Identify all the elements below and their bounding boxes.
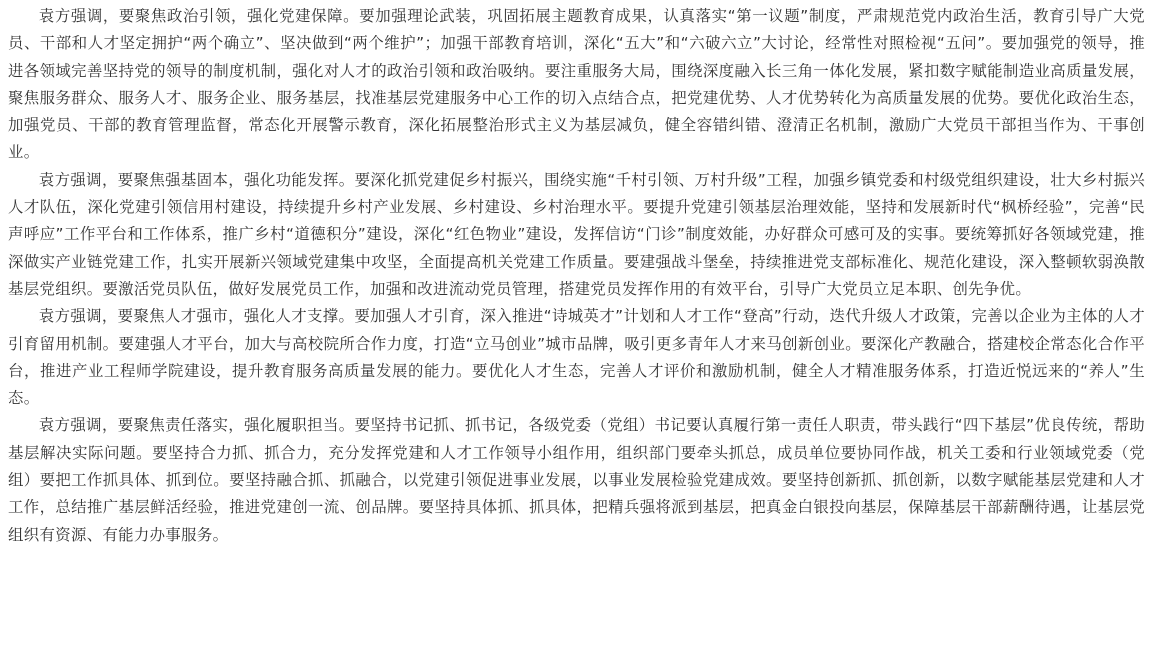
paragraph-political-guidance: 袁方强调，要聚焦政治引领，强化党建保障。要加强理论武装，巩固拓展主题教育成果，认真落实“第一议题”制度，严肃规范党内政治生活，教育引导广大党员、干部和人才坚定拥护“两个确立”、坚决做到“两个维护”；加强干部教育培训，深化“五大”和“六破六立”大讨论，经常性对照检视“五问”。要加强党的领导，推进各领域完善坚持党的领导的制度机制，强化对人才的政治引领和政治吸纳。要注重服务大局，围绕深度融入长三角一体化发展，紧扣数字赋能制造业高质量发展，聚焦服务群众、服务人才、服务企业、服务基层，找准基层党建服务中心工作的切入点结合点，把党建优势、人才优势转化为高质量发展的优势。要优化政治生态，加强党员、干部的教育管理监督，常态化开展警示教育，深化拓展整治形式主义为基层减负，健全容错纠错、澄清正名机制，激励广大党员干部担当作为、干事创业。 xyxy=(8,7,1145,162)
paragraph-talent-city: 袁方强调，要聚焦人才强市，强化人才支撑。要加强人才引育，深入推进“诗城英才”计划和人才工作“登高”行动，迭代升级人才政策，完善以企业为主体的人才引育留用机制。要建强人才平台，加大与高校院所合作力度，打造“立马创业”城市品牌，吸引更多青年人才来马创新创业。要深化产教融合，搭建校企常态化合作平台，推进产业工程师学院建设，提升教育服务高质量发展的能力。要优化人才生态，完善人才评价和激励机制，健全人才精准服务体系，打造近悦远来的“养人”生态。 xyxy=(8,307,1145,408)
paragraph-responsibility: 袁方强调，要聚焦责任落实，强化履职担当。要坚持书记抓、抓书记，各级党委（党组）书记要认真履行第一责任人职责，带头践行“四下基层”优良传统，帮助基层解决实际问题。要坚持合力抓、抓合力，充分发挥党建和人才工作领导小组作用，组织部门要牵头抓总，成员单位要协同作战，机关工委和行业领域党委（党组）要把工作抓具体、抓到位。要坚持融合抓、抓融合，以党建引领促进事业发展，以事业发展检验党建成效。要坚持创新抓、抓创新，以数字赋能基层党建和人才工作，总结推广基层鲜活经验，推进党建创一流、创品牌。要坚持具体抓、抓具体，把精兵强将派到基层，把真金白银投向基层，保障基层干部薪酬待遇，让基层党组织有资源、有能力办事服务。 xyxy=(8,416,1145,544)
paragraph-grassroots-foundation: 袁方强调，要聚焦强基固本，强化功能发挥。要深化抓党建促乡村振兴，围绕实施“千村引领、万村升级”工程，加强乡镇党委和村级党组织建设，壮大乡村振兴人才队伍，深化党建引领信用村建设，持续提升乡村产业发展、乡村建设、乡村治理水平。要提升党建引领基层治理效能，坚持和发展新时代“枫桥经验”，完善“民声呼应”工作平台和工作体系，推广乡村“道德积分”建设，深化“红色物业”建设，发挥信访“门诊”制度效能，办好群众可感可及的实事。要统筹抓好各领域党建，推深做实产业链党建工作，扎实开展新兴领域党建集中攻坚，全面提高机关党建工作质量。要建强战斗堡垒，持续推进党支部标准化、规范化建设，深入整顿软弱涣散基层党组织。要激活党员队伍，做好发展党员工作，加强和改进流动党员管理，搭建党员发挥作用的有效平台，引导广大党员立足本职、创先争优。 xyxy=(8,170,1145,298)
